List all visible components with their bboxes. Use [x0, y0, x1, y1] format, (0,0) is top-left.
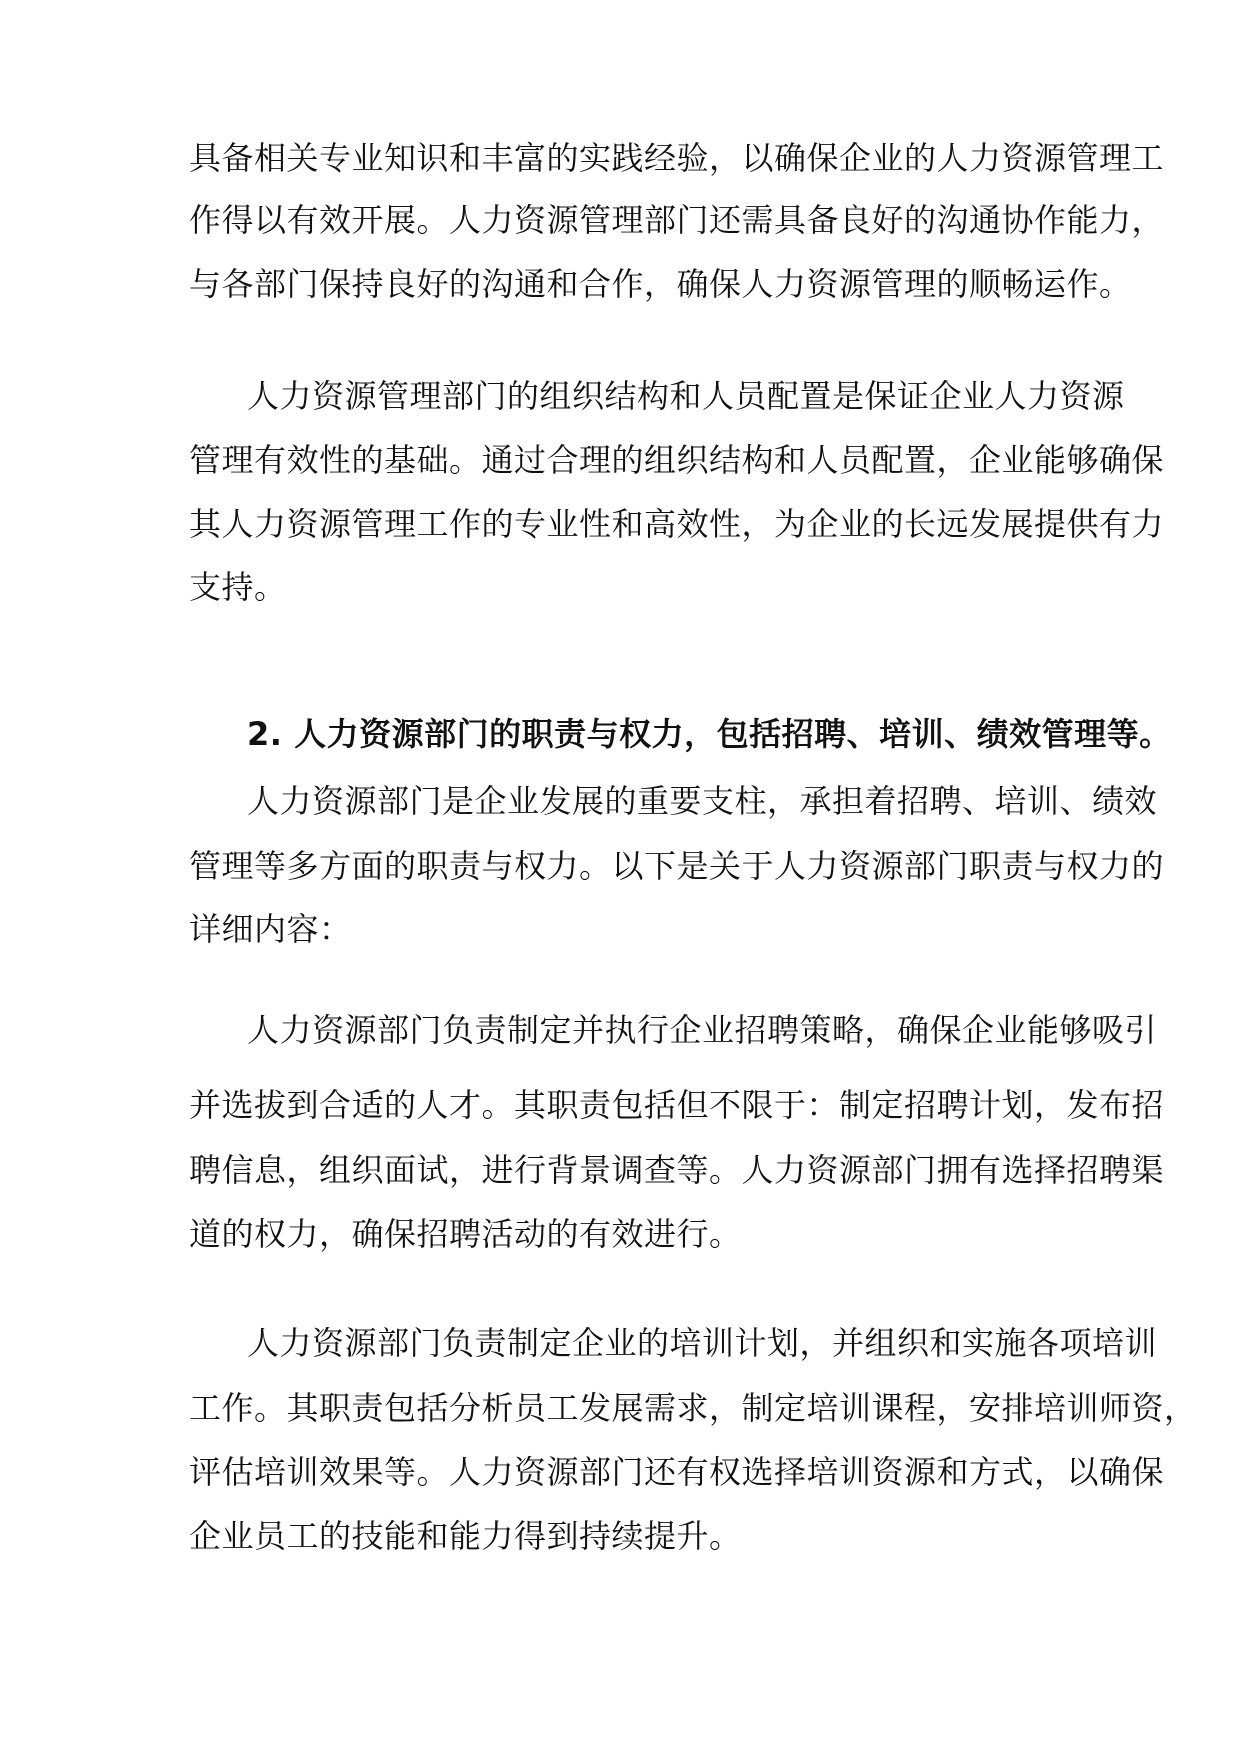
- text-line: 支持。: [189, 568, 287, 606]
- text-line: 详细内容：: [189, 910, 352, 948]
- section-heading: 2. 人力资源部门的职责与权力，包括招聘、培训、绩效管理等。: [247, 715, 1172, 753]
- text-line: 具备相关专业知识和丰富的实践经验，以确保企业的人力资源管理工: [189, 139, 1165, 177]
- text-line: 作得以有效开展。人力资源管理部门还需具备良好的沟通协作能力，: [189, 201, 1165, 239]
- text-line: 其人力资源管理工作的专业性和高效性，为企业的长远发展提供有力: [189, 505, 1165, 543]
- text-line: 人力资源管理部门的组织结构和人员配置是保证企业人力资源: [247, 377, 1125, 415]
- text-line: 管理有效性的基础。通过合理的组织结构和人员配置，企业能够确保: [189, 441, 1165, 479]
- text-line: 企业员工的技能和能力得到持续提升。: [189, 1517, 742, 1555]
- text-line: 人力资源部门是企业发展的重要支柱，承担着招聘、培训、绩效: [247, 782, 1158, 820]
- text-line: 与各部门保持良好的沟通和合作，确保人力资源管理的顺畅运作。: [189, 265, 1132, 303]
- text-line: 并选拔到合适的人才。其职责包括但不限于：制定招聘计划，发布招: [189, 1086, 1165, 1124]
- text-line: 人力资源部门负责制定并执行企业招聘策略，确保企业能够吸引: [247, 1011, 1158, 1049]
- text-line: 道的权力，确保招聘活动的有效进行。: [189, 1215, 742, 1253]
- text-line: 聘信息，组织面试，进行背景调查等。人力资源部门拥有选择招聘渠: [189, 1151, 1165, 1189]
- text-line: 评估培训效果等。人力资源部门还有权选择培训资源和方式，以确保: [189, 1453, 1165, 1491]
- text-line: 人力资源部门负责制定企业的培训计划，并组织和实施各项培训: [247, 1324, 1158, 1362]
- text-line: 工作。其职责包括分析员工发展需求，制定培训课程，安排培训师资，: [189, 1389, 1197, 1427]
- text-line: 管理等多方面的职责与权力。以下是关于人力资源部门职责与权力的: [189, 847, 1165, 885]
